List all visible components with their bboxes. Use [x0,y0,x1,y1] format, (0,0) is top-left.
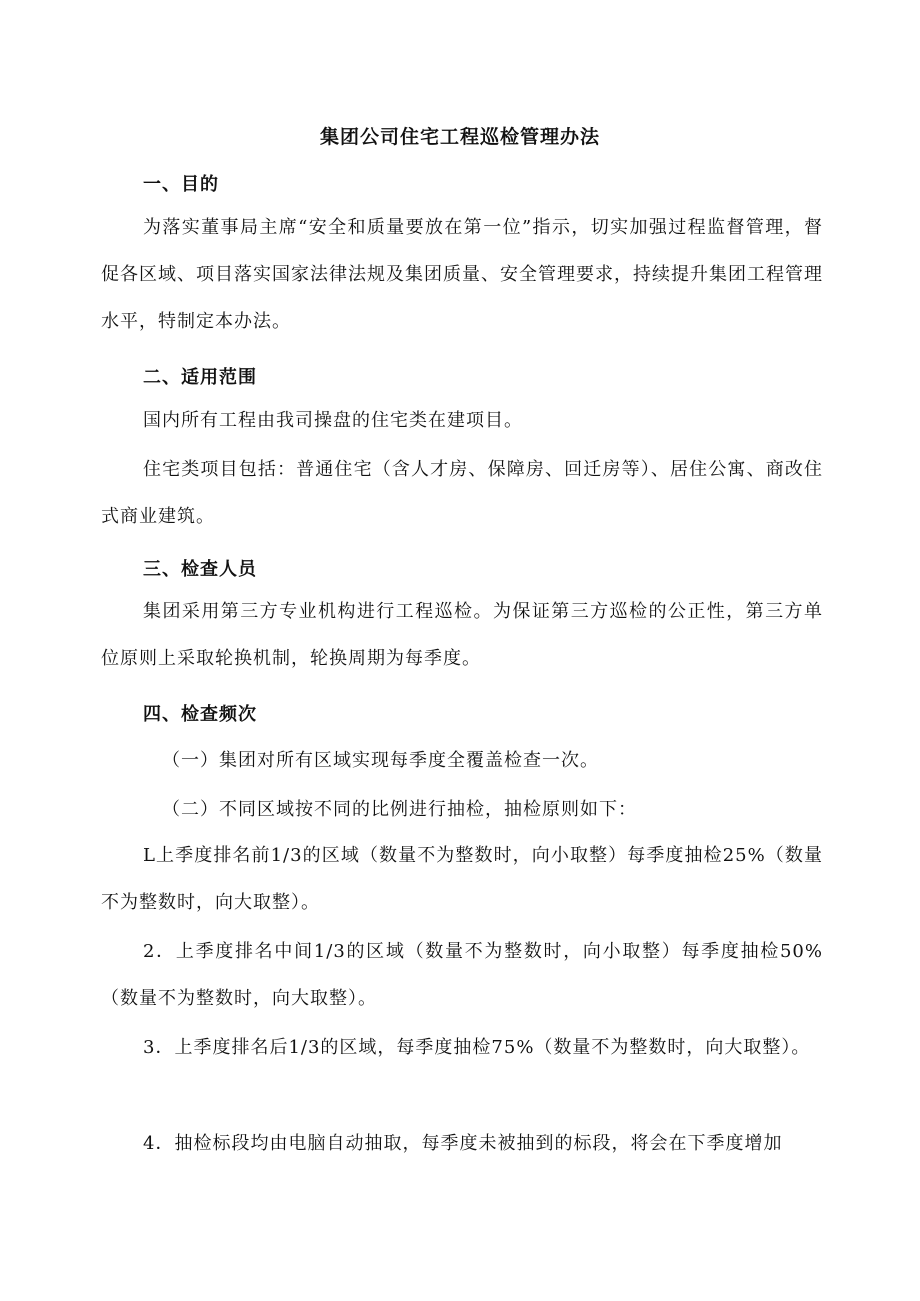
frequency-rule-2: 2．上季度排名中间1/3的区域（数量不为整数时，向小取整）每季度抽检50%（数量不为整数时，向大取整）。 [101,941,823,1009]
section-heading-inspectors: 三、检查人员 [143,559,257,580]
frequency-item-1: （一）集团对所有区域实现每季度全覆盖检查一次。 [162,750,599,771]
frequency-rule-3: 3．上季度排名后1/3的区域，每季度抽检75%（数量不为整数时，向大取整）。 [143,1037,811,1058]
paragraph-scope-1: 国内所有工程由我司操盘的住宅类在建项目。 [143,410,523,431]
frequency-rule-4: 4．抽检标段均由电脑自动抽取，每季度未被抽到的标段，将会在下季度增加 [143,1133,783,1154]
section-heading-frequency: 四、检查频次 [143,704,257,725]
paragraph-inspectors: 集团采用第三方专业机构进行工程巡检。为保证第三方巡检的公正性，第三方单位原则上采取轮换机制，轮换周期为每季度。 [101,601,823,669]
section-heading-scope: 二、适用范围 [143,367,257,388]
paragraph-scope-2: 住宅类项目包括：普通住宅（含人才房、保障房、回迁房等）、居住公寓、商改住式商业建筑。 [101,459,823,527]
frequency-item-2: （二）不同区域按不同的比例进行抽检，抽检原则如下： [162,799,637,820]
section-heading-purpose: 一、目的 [143,174,219,195]
document-title: 集团公司住宅工程巡检管理办法 [319,126,600,148]
frequency-rule-1: L上季度排名前1/3的区域（数量不为整数时，向小取整）每季度抽检25%（数量不为整数时，向大取整）。 [101,845,823,913]
paragraph-purpose: 为落实董事局主席“安全和质量要放在第一位”指示，切实加强过程监督管理，督促各区域、项目落实国家法律法规及集团质量、安全管理要求，持续提升集团工程管理水平，特制定本办法。 [101,217,823,332]
